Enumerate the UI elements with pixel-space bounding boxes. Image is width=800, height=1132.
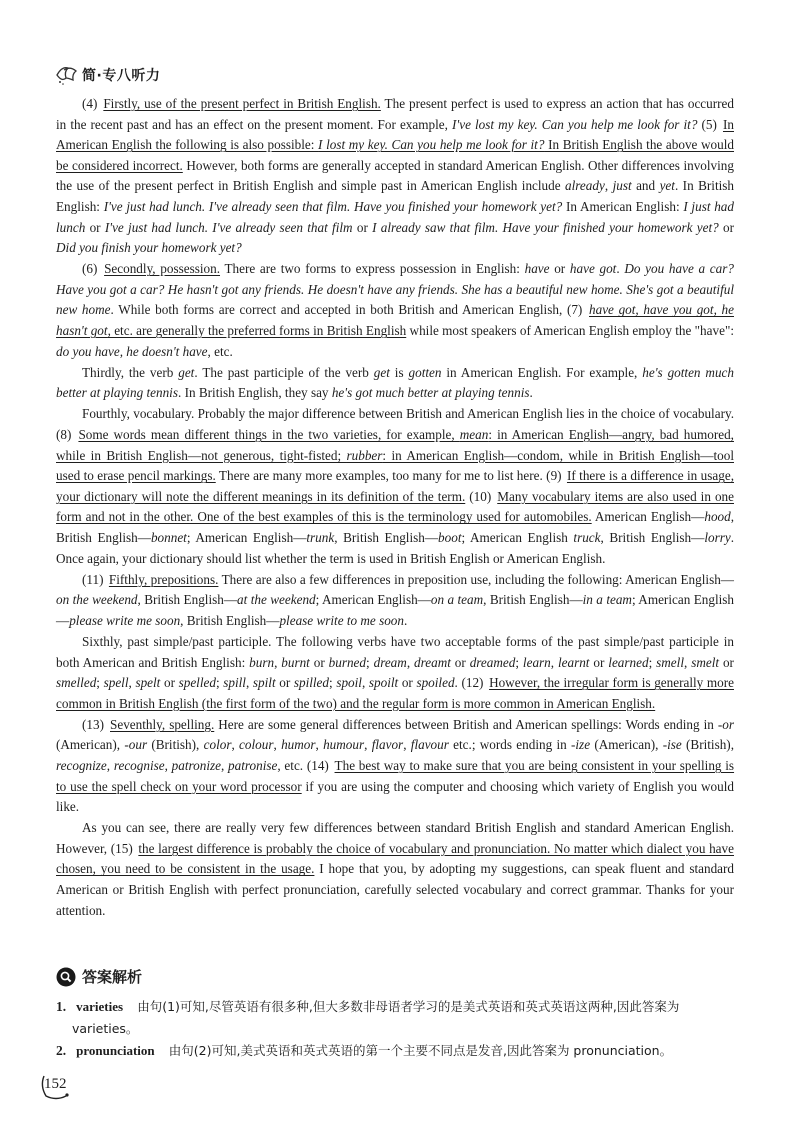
text-run: dream — [373, 654, 407, 670]
text-run: have got — [569, 261, 617, 277]
text-run: smelled — [56, 675, 97, 691]
text-run: in American English. For example, — [441, 364, 643, 380]
text-run: -ize — [571, 737, 591, 753]
text-run: -our — [124, 737, 148, 753]
underlined-text: The best way to make sure that you are being consistent in your spelling is to use the spell check on your word processor — [56, 758, 735, 794]
underlined-text: , etc. are generally the preferred forms in British English — [107, 323, 407, 339]
text-run: or — [589, 654, 609, 670]
text-run: humor — [281, 737, 316, 753]
text-run: Fourthly, vocabulary. Probably the major difference between British and American English lies in the choice of vocabulary. — [82, 406, 734, 422]
text-run: or — [719, 654, 734, 670]
text-run: flavour — [410, 737, 449, 753]
text-run: spell — [103, 675, 129, 691]
text-run: . In British English, they say — [177, 385, 332, 401]
header-title: 简·专八听力 — [82, 68, 161, 84]
text-run: , — [361, 675, 369, 691]
text-run: spelled — [178, 675, 216, 691]
underlined-text: However, the irregular form is generally more common in British English (the first form of the two) and the regular form is more common in American English. — [56, 675, 734, 711]
text-run: lorry — [704, 529, 731, 545]
answer-number: 2. — [56, 1043, 67, 1058]
text-run: etc.; words ending in — [448, 737, 571, 753]
underlined-text: I lost my key. Can you help me look for it? — [318, 137, 545, 153]
text-run: in a team — [582, 592, 632, 608]
sentence-number: (15) — [110, 840, 137, 856]
text-run: In American English: — [562, 198, 684, 214]
text-run: , — [245, 675, 253, 691]
paragraph — [56, 570, 734, 632]
text-run: on a team — [430, 592, 484, 608]
paragraph — [56, 259, 734, 362]
underlined-text: Secondly, possession. — [104, 261, 221, 277]
text-run: trunk — [306, 529, 335, 545]
text-run: or — [549, 261, 570, 277]
text-run: smell — [656, 654, 684, 670]
text-run: boot — [438, 529, 462, 545]
text-run: if you are using the computer and choosing which variety of English you would like. — [56, 778, 734, 815]
text-run: burnt — [281, 654, 310, 670]
page-number: 152 — [44, 1076, 67, 1092]
text-run: he's got much better at playing tennis — [331, 385, 530, 401]
text-run: get — [178, 364, 195, 380]
text-run: spill — [223, 675, 246, 691]
text-run: , — [364, 737, 372, 753]
answer-item-1 — [56, 996, 736, 1039]
text-run: and — [631, 178, 660, 194]
answers-title: 答案解析 — [82, 968, 143, 986]
text-run: ; American English— — [56, 592, 734, 628]
article-body — [56, 94, 734, 922]
text-run: . — [404, 612, 408, 628]
text-run: I just had lunch — [56, 198, 734, 235]
underlined-text: Firstly, use of the present perfect in British English. — [103, 96, 381, 111]
text-run: patronize — [171, 758, 221, 773]
text-run: , — [274, 654, 282, 670]
underlined-text: have got, have you got, he hasn't got — [56, 302, 734, 339]
text-run: . Once again, your dictionary should list whether the term is used in British English or American English. — [56, 529, 734, 566]
text-run: or — [718, 219, 734, 235]
text-run: Thirdly, the verb — [82, 364, 179, 380]
underlined-text: rubber — [346, 447, 383, 463]
magnifier-icon — [56, 967, 76, 987]
underlined-text: Fifthly, prepositions. — [108, 571, 219, 587]
text-run: spilled — [293, 675, 330, 691]
answer-item-2 — [56, 1040, 736, 1062]
text-run: patronise — [228, 758, 278, 773]
paragraph — [56, 363, 734, 404]
sentence-number: (13) — [82, 716, 108, 732]
underlined-text: Some words mean different things in the two varieties, for example, — [78, 427, 460, 442]
text-run: ; — [366, 654, 374, 670]
text-run: . The past participle of the verb — [194, 364, 374, 380]
text-run: dreamt — [414, 654, 451, 670]
underlined-text: If there is a difference in usage, your dictionary will note the different meanings in its definition of the term. — [56, 468, 734, 504]
text-run: . — [529, 385, 533, 401]
sentence-number: (14) — [306, 758, 333, 773]
text-run: dreamed — [469, 654, 516, 670]
text-run: -ise — [662, 737, 682, 753]
text-run: I already saw that film. Have your finished your homework yet? — [372, 219, 719, 235]
text-run: . — [454, 675, 462, 691]
text-run: I've just had lunch. I've already seen that film — [104, 219, 353, 235]
text-run: ; — [515, 654, 523, 670]
text-run: , — [315, 737, 324, 753]
sentence-number: (11) — [82, 571, 107, 587]
sentence-number: (12) — [461, 675, 488, 691]
text-run: , etc. — [277, 758, 307, 773]
text-run: Did you finish your homework yet? — [56, 240, 242, 256]
text-run: . In British English: — [56, 178, 735, 214]
text-run: (American), — [590, 737, 663, 753]
text-run: -or — [717, 716, 734, 732]
text-run: There are also a few differences in preposition use, including the following: American English— — [218, 571, 734, 587]
sentence-number: (9) — [546, 468, 565, 484]
text-run: I've just had lunch. I've already seen that film. Have you finished your homework yet? — [103, 198, 563, 214]
text-run: while most speakers of American English employ the "have": — [406, 323, 734, 339]
answers-heading — [56, 966, 142, 987]
text-run: spoiled — [416, 675, 455, 691]
text-run: hood — [704, 509, 731, 525]
underlined-text: : in American English—condom, while in British English—tool used to erase pencil markings. — [56, 447, 734, 484]
text-run: , — [550, 654, 558, 670]
text-run: (British), — [681, 737, 734, 753]
text-run: , — [128, 675, 136, 691]
text-run: color — [203, 737, 232, 753]
text-run: recognize — [56, 758, 107, 773]
text-run: spoilt — [368, 675, 399, 691]
paragraph — [56, 94, 734, 259]
text-run: (British), — [147, 737, 204, 753]
text-run: . While both forms are correct and accepted in both British and American English, — [110, 302, 567, 318]
page-header — [54, 62, 160, 88]
sentence-number: (10) — [465, 488, 496, 504]
text-run: learnt — [557, 654, 590, 670]
sentence-number: (7) — [566, 302, 587, 318]
text-run: As you can see, there are really very few differences between standard British English and standard American English. However, — [56, 820, 734, 856]
text-run: ; — [648, 654, 657, 670]
text-run: , — [684, 654, 692, 670]
text-run: at the weekend — [237, 592, 316, 608]
text-run: or — [275, 675, 294, 691]
underlined-text: In British English the above would be considered incorrect. — [56, 137, 735, 173]
sentence-number: (8) — [56, 427, 77, 442]
paragraph — [56, 404, 734, 569]
underlined-text: mean — [459, 427, 489, 442]
text-run: , British English— — [334, 529, 439, 545]
paragraph — [56, 818, 734, 921]
book-logo-icon — [54, 62, 80, 88]
text-run: on the weekend — [56, 592, 138, 608]
text-run: is — [389, 364, 409, 380]
text-run: , — [106, 758, 114, 773]
underlined-text: Seventhly, spelling. — [110, 716, 215, 732]
answer-explanation: 由句(2)可知,美式英语和英式英语的第一个主要不同点是发音,因此答案为 pronunciation。 — [168, 1043, 673, 1058]
text-run: , British English— — [137, 592, 238, 608]
underlined-text: In American English the following is also possible: — [56, 116, 734, 153]
text-run: , — [273, 737, 282, 753]
sentence-number: (6) — [82, 261, 103, 277]
text-run: have — [524, 261, 550, 277]
text-run: Here are some general differences between British and American spellings: Words ending in — [214, 716, 718, 732]
text-run: , — [403, 737, 411, 753]
text-run: do you have, he doesn't have — [56, 343, 208, 359]
text-run: , — [231, 737, 240, 753]
text-run: Do you have a car? Have you got a car? He hasn't got any friends. He doesn't have any friends. She has a beautiful new home. She's got a beautiful new home — [56, 261, 734, 318]
text-run: flavor — [371, 737, 404, 753]
text-run: colour — [239, 737, 274, 753]
text-run: bonnet — [150, 529, 187, 545]
text-run: gotten — [408, 364, 442, 380]
underlined-text: Many vocabulary items are also used in one form and not in the other. One of the best examples of this is the terminology used for automobiles. — [56, 488, 734, 525]
text-run: please write me soon — [69, 612, 181, 628]
text-run: , British English— — [483, 592, 583, 608]
paragraph — [56, 632, 734, 714]
text-run: ; American English— — [186, 529, 307, 545]
text-run: or — [85, 219, 105, 235]
underlined-text: the largest difference is probably the choice of vocabulary and pronunciation. No matter which dialect you have chosen, you need to be consistent in the usage. — [56, 840, 734, 877]
text-run: burned — [328, 654, 367, 670]
text-run: or — [160, 675, 179, 691]
text-run: please write to me soon — [279, 612, 404, 628]
answer-word: varieties — [76, 999, 124, 1014]
text-run: , British English— — [600, 529, 705, 545]
text-run: The present perfect is used to express an action that has occurred in the recent past and has an effect on the present moment. For example, — [56, 96, 734, 132]
text-run: , — [221, 758, 229, 773]
text-run: humour — [323, 737, 365, 753]
text-run: or — [309, 654, 329, 670]
text-run: I hope that you, by adopting my suggestions, can speak fluent and standard American or British English with perfect pronunciation, carefully selected vocabulary and correct grammar. Thanks for your attention. — [56, 861, 734, 918]
text-run: learned — [608, 654, 649, 670]
text-run: ; American English— — [315, 592, 431, 608]
text-run: There are two forms to express possession in English: — [220, 261, 525, 277]
text-run: , — [604, 178, 613, 194]
answer-explanation: 由句(1)可知,尽管英语有很多种,但大多数非母语者学习的是美式英语和英式英语这两种,因此答案为 — [137, 999, 680, 1014]
answer-number: 1. — [56, 999, 67, 1014]
text-run: learn — [522, 654, 551, 670]
paragraph — [56, 715, 734, 818]
text-run: I've lost my key. Can you help me look for it? — [452, 116, 698, 132]
text-run: he's gotten much better at playing tennis — [56, 364, 734, 401]
text-run: just — [612, 178, 632, 194]
text-run: , — [406, 654, 415, 670]
text-run: American English— — [591, 509, 705, 525]
text-run: , — [164, 758, 172, 773]
text-run: get — [373, 364, 390, 380]
text-run: or — [450, 654, 470, 670]
text-run: spilt — [252, 675, 276, 691]
text-run: or — [352, 219, 373, 235]
text-run: , etc. — [207, 343, 233, 359]
text-run: ; American English — [461, 529, 574, 545]
text-run: truck — [573, 529, 601, 545]
text-run: , British English— — [180, 612, 280, 628]
text-run: However, both forms are generally accepted in standard American English. Other differences involving the use of the present perfect in British English and simple past in American English include — [56, 157, 734, 194]
text-run: smelt — [691, 654, 720, 670]
text-run: There are many more examples, too many for me to list here. — [215, 468, 547, 484]
text-run: Sixthly, past simple/past participle. The following verbs have two acceptable forms of the past simple/past participle in both American and British English: — [56, 633, 734, 670]
text-run: or — [398, 675, 417, 691]
text-run: burn — [249, 654, 275, 670]
answer-word: pronunciation — [76, 1043, 155, 1058]
text-run: spoil — [336, 675, 362, 691]
text-run: ; — [329, 675, 337, 691]
text-run: yet — [659, 178, 675, 194]
sentence-number: (4) — [82, 96, 102, 111]
underlined-text: : in American English—angry, bad humored, while in British English—not generous, tight-fisted; — [56, 427, 734, 463]
text-run: . — [616, 261, 625, 277]
text-run: recognise — [113, 758, 165, 773]
text-run: ; — [96, 675, 104, 691]
text-run: spelt — [135, 675, 161, 691]
text-run: (American), — [56, 737, 125, 753]
sentence-number: (5) — [697, 116, 721, 132]
answer-explanation-cont: varieties。 — [72, 1021, 139, 1036]
text-run: ; — [215, 675, 224, 691]
text-run: , British English— — [56, 509, 735, 545]
text-run: already — [565, 178, 605, 194]
